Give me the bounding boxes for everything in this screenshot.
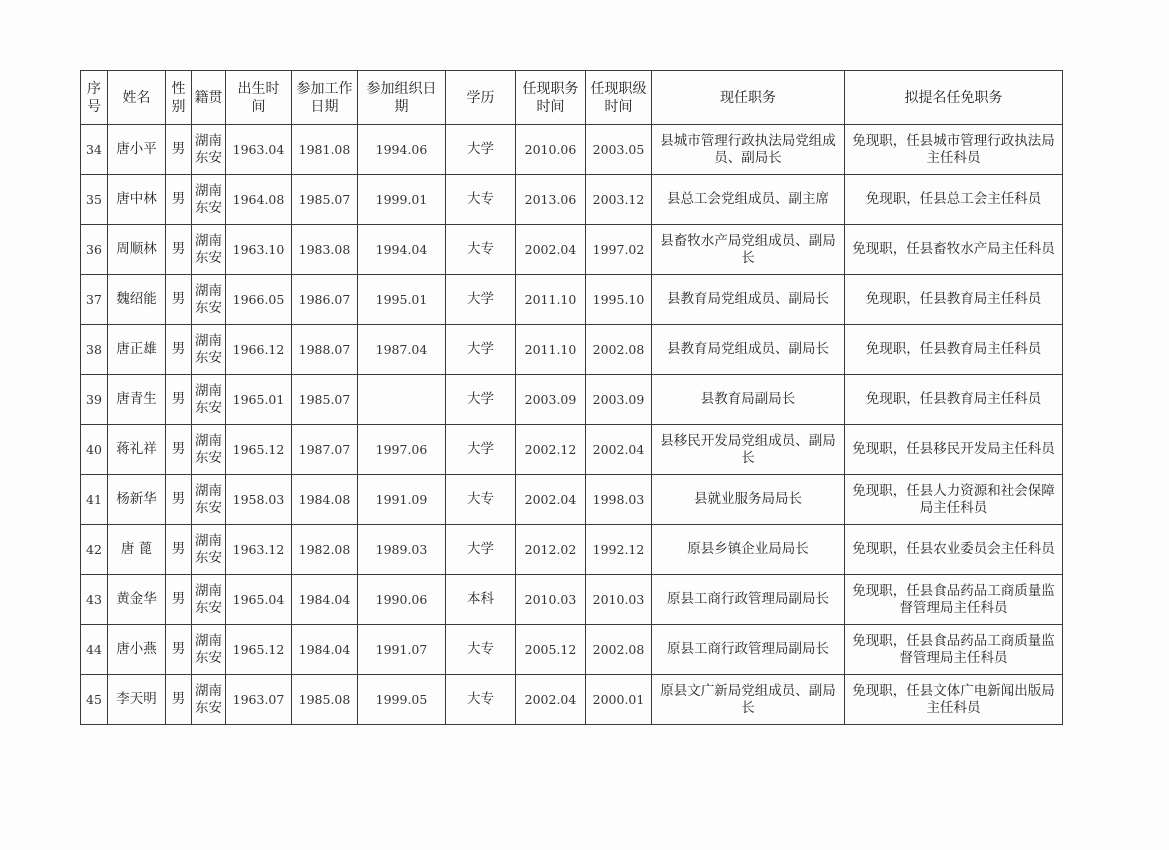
table-header-row (81, 71, 1063, 125)
cell-rank-date: 2010.03 (586, 575, 652, 625)
cell-gender: 男 (166, 525, 192, 575)
cell-native-place: 湖南东安 (192, 275, 226, 325)
cell-proposed-post: 免现职，任县文体广电新闻出版局主任科员 (845, 675, 1063, 725)
cell-native-place: 湖南东安 (192, 125, 226, 175)
cell-serial: 37 (81, 275, 108, 325)
cell-post-date: 2002.12 (516, 425, 586, 475)
header-native-place: 籍贯 (192, 71, 226, 125)
cell-org-join-date: 1994.04 (358, 225, 446, 275)
cell-native-place: 湖南东安 (192, 575, 226, 625)
cell-proposed-post: 免现职，任县畜牧水产局主任科员 (845, 225, 1063, 275)
cell-org-join-date: 1989.03 (358, 525, 446, 575)
cell-native-place: 湖南东安 (192, 225, 226, 275)
cell-birth-date: 1963.12 (226, 525, 292, 575)
cell-post-date: 2010.03 (516, 575, 586, 625)
cell-current-post: 原县乡镇企业局局长 (652, 525, 845, 575)
cell-rank-date: 2002.08 (586, 325, 652, 375)
cell-name: 唐 蓖 (108, 525, 166, 575)
cell-work-start-date: 1987.07 (292, 425, 358, 475)
cell-work-start-date: 1984.04 (292, 625, 358, 675)
cell-work-start-date: 1982.08 (292, 525, 358, 575)
cell-post-date: 2002.04 (516, 225, 586, 275)
table-row (81, 575, 1063, 625)
cell-work-start-date: 1981.08 (292, 125, 358, 175)
cell-rank-date: 1997.02 (586, 225, 652, 275)
cell-education: 大专 (446, 625, 516, 675)
cell-name: 唐小平 (108, 125, 166, 175)
header-rank-date: 任现职级时间 (586, 71, 652, 125)
cell-education: 大专 (446, 675, 516, 725)
cell-rank-date: 2003.09 (586, 375, 652, 425)
cell-org-join-date (358, 375, 446, 425)
cell-proposed-post: 免现职，任县总工会主任科员 (845, 175, 1063, 225)
cell-post-date: 2003.09 (516, 375, 586, 425)
cell-native-place: 湖南东安 (192, 475, 226, 525)
cell-work-start-date: 1986.07 (292, 275, 358, 325)
cell-name: 唐青生 (108, 375, 166, 425)
cadre-appointment-table (80, 70, 1063, 725)
cell-gender: 男 (166, 475, 192, 525)
cell-rank-date: 1998.03 (586, 475, 652, 525)
cell-gender: 男 (166, 125, 192, 175)
cell-birth-date: 1966.05 (226, 275, 292, 325)
table-row (81, 525, 1063, 575)
cell-birth-date: 1965.12 (226, 425, 292, 475)
cell-post-date: 2005.12 (516, 625, 586, 675)
cell-name: 蒋礼祥 (108, 425, 166, 475)
cell-org-join-date: 1991.09 (358, 475, 446, 525)
cell-current-post: 原县文广新局党组成员、副局长 (652, 675, 845, 725)
cell-proposed-post: 免现职，任县食品药品工商质量监督管理局主任科员 (845, 625, 1063, 675)
cell-work-start-date: 1984.08 (292, 475, 358, 525)
cell-birth-date: 1958.03 (226, 475, 292, 525)
cell-post-date: 2002.04 (516, 475, 586, 525)
cell-education: 大专 (446, 475, 516, 525)
cell-native-place: 湖南东安 (192, 425, 226, 475)
cell-name: 魏绍能 (108, 275, 166, 325)
cell-education: 大专 (446, 175, 516, 225)
cell-work-start-date: 1984.04 (292, 575, 358, 625)
cell-current-post: 县移民开发局党组成员、副局长 (652, 425, 845, 475)
cell-post-date: 2011.10 (516, 275, 586, 325)
cell-birth-date: 1964.08 (226, 175, 292, 225)
cell-name: 周顺林 (108, 225, 166, 275)
cell-native-place: 湖南东安 (192, 375, 226, 425)
cell-current-post: 原县工商行政管理局副局长 (652, 625, 845, 675)
cell-birth-date: 1965.12 (226, 625, 292, 675)
cell-native-place: 湖南东安 (192, 175, 226, 225)
table-row (81, 225, 1063, 275)
cell-serial: 35 (81, 175, 108, 225)
cell-serial: 36 (81, 225, 108, 275)
cell-serial: 38 (81, 325, 108, 375)
cell-post-date: 2013.06 (516, 175, 586, 225)
cell-gender: 男 (166, 175, 192, 225)
cell-proposed-post: 免现职，任县教育局主任科员 (845, 325, 1063, 375)
cell-birth-date: 1965.01 (226, 375, 292, 425)
cell-rank-date: 2002.08 (586, 625, 652, 675)
cell-native-place: 湖南东安 (192, 625, 226, 675)
cell-serial: 42 (81, 525, 108, 575)
cell-proposed-post: 免现职，任县人力资源和社会保障局主任科员 (845, 475, 1063, 525)
cell-proposed-post: 免现职，任县农业委员会主任科员 (845, 525, 1063, 575)
cell-name: 黄金华 (108, 575, 166, 625)
cell-org-join-date: 1995.01 (358, 275, 446, 325)
cell-gender: 男 (166, 225, 192, 275)
cell-proposed-post: 免现职，任县食品药品工商质量监督管理局主任科员 (845, 575, 1063, 625)
cell-gender: 男 (166, 425, 192, 475)
cell-name: 李天明 (108, 675, 166, 725)
cell-name: 杨新华 (108, 475, 166, 525)
cell-name: 唐小燕 (108, 625, 166, 675)
cell-serial: 41 (81, 475, 108, 525)
cell-native-place: 湖南东安 (192, 525, 226, 575)
cell-rank-date: 2003.05 (586, 125, 652, 175)
cell-org-join-date: 1997.06 (358, 425, 446, 475)
cell-work-start-date: 1985.08 (292, 675, 358, 725)
cell-education: 大学 (446, 325, 516, 375)
cell-native-place: 湖南东安 (192, 675, 226, 725)
cell-current-post: 县就业服务局局长 (652, 475, 845, 525)
cell-current-post: 县城市管理行政执法局党组成员、副局长 (652, 125, 845, 175)
cell-work-start-date: 1985.07 (292, 375, 358, 425)
cell-education: 大专 (446, 225, 516, 275)
cell-current-post: 原县工商行政管理局副局长 (652, 575, 845, 625)
table-row (81, 625, 1063, 675)
cell-proposed-post: 免现职，任县教育局主任科员 (845, 275, 1063, 325)
header-name: 姓名 (108, 71, 166, 125)
cell-serial: 45 (81, 675, 108, 725)
header-gender: 性别 (166, 71, 192, 125)
table-row (81, 325, 1063, 375)
cell-serial: 44 (81, 625, 108, 675)
cell-birth-date: 1963.07 (226, 675, 292, 725)
cell-proposed-post: 免现职，任县教育局主任科员 (845, 375, 1063, 425)
cell-current-post: 县总工会党组成员、副主席 (652, 175, 845, 225)
header-post-date: 任现职务时间 (516, 71, 586, 125)
cell-education: 大学 (446, 525, 516, 575)
cell-birth-date: 1966.12 (226, 325, 292, 375)
cell-education: 大学 (446, 375, 516, 425)
cell-org-join-date: 1999.01 (358, 175, 446, 225)
cell-work-start-date: 1983.08 (292, 225, 358, 275)
table-row (81, 175, 1063, 225)
cell-rank-date: 1995.10 (586, 275, 652, 325)
cell-org-join-date: 1994.06 (358, 125, 446, 175)
cell-post-date: 2010.06 (516, 125, 586, 175)
cell-post-date: 2011.10 (516, 325, 586, 375)
table-row (81, 125, 1063, 175)
cell-current-post: 县教育局党组成员、副局长 (652, 275, 845, 325)
header-birth-date: 出生时间 (226, 71, 292, 125)
cell-work-start-date: 1988.07 (292, 325, 358, 375)
header-current-post: 现任职务 (652, 71, 845, 125)
cell-education: 本科 (446, 575, 516, 625)
cell-rank-date: 2002.04 (586, 425, 652, 475)
table-body (81, 125, 1063, 725)
table-row (81, 425, 1063, 475)
cell-work-start-date: 1985.07 (292, 175, 358, 225)
cell-serial: 34 (81, 125, 108, 175)
cell-post-date: 2012.02 (516, 525, 586, 575)
cell-birth-date: 1963.10 (226, 225, 292, 275)
cell-serial: 39 (81, 375, 108, 425)
cell-education: 大学 (446, 275, 516, 325)
table-row (81, 675, 1063, 725)
cell-native-place: 湖南东安 (192, 325, 226, 375)
cell-education: 大学 (446, 125, 516, 175)
header-education: 学历 (446, 71, 516, 125)
cell-org-join-date: 1999.05 (358, 675, 446, 725)
header-org-join-date: 参加组织日期 (358, 71, 446, 125)
cell-birth-date: 1963.04 (226, 125, 292, 175)
cell-current-post: 县教育局副局长 (652, 375, 845, 425)
cell-serial: 40 (81, 425, 108, 475)
cell-org-join-date: 1991.07 (358, 625, 446, 675)
cell-rank-date: 2003.12 (586, 175, 652, 225)
cell-gender: 男 (166, 625, 192, 675)
cell-proposed-post: 免现职，任县城市管理行政执法局主任科员 (845, 125, 1063, 175)
cell-gender: 男 (166, 575, 192, 625)
cell-birth-date: 1965.04 (226, 575, 292, 625)
header-proposed-post: 拟提名任免职务 (845, 71, 1063, 125)
cell-org-join-date: 1990.06 (358, 575, 446, 625)
header-work-start-date: 参加工作日期 (292, 71, 358, 125)
cell-gender: 男 (166, 675, 192, 725)
cell-gender: 男 (166, 325, 192, 375)
cell-education: 大学 (446, 425, 516, 475)
cell-current-post: 县畜牧水产局党组成员、副局长 (652, 225, 845, 275)
cell-name: 唐正雄 (108, 325, 166, 375)
cell-proposed-post: 免现职，任县移民开发局主任科员 (845, 425, 1063, 475)
cell-rank-date: 1992.12 (586, 525, 652, 575)
cell-gender: 男 (166, 375, 192, 425)
table-row (81, 475, 1063, 525)
table-row (81, 375, 1063, 425)
cell-post-date: 2002.04 (516, 675, 586, 725)
table-row (81, 275, 1063, 325)
cell-gender: 男 (166, 275, 192, 325)
cell-org-join-date: 1987.04 (358, 325, 446, 375)
cell-serial: 43 (81, 575, 108, 625)
header-serial: 序号 (81, 71, 108, 125)
cell-name: 唐中林 (108, 175, 166, 225)
cell-current-post: 县教育局党组成员、副局长 (652, 325, 845, 375)
cell-rank-date: 2000.01 (586, 675, 652, 725)
